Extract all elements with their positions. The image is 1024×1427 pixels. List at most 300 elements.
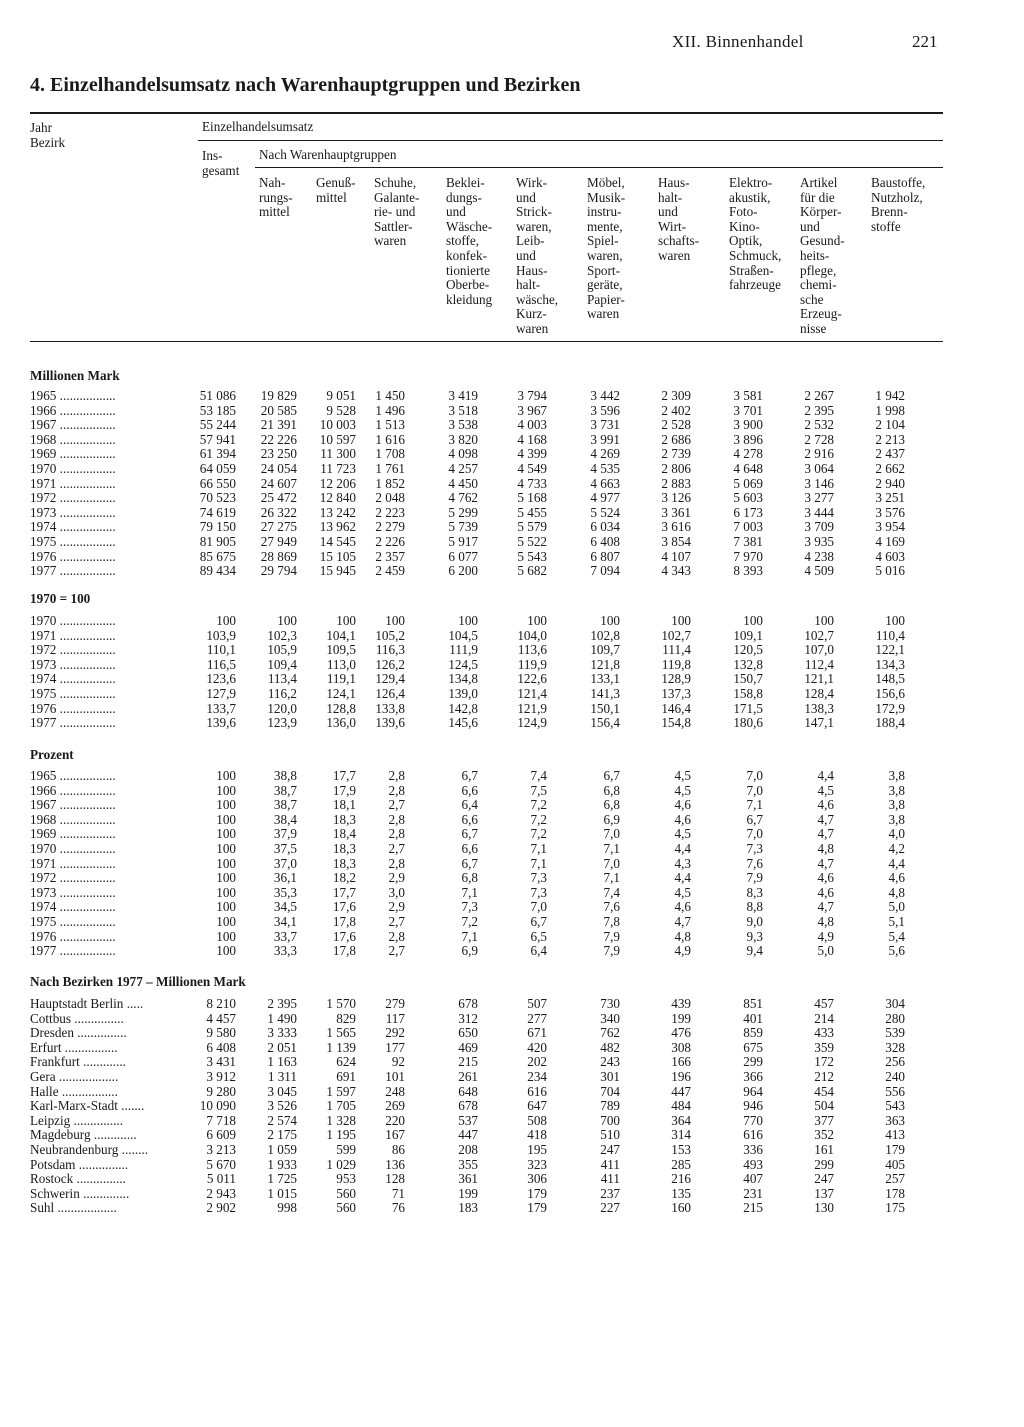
table-cell: 6 408 (206, 1039, 236, 1055)
table-cell: 2,9 (388, 870, 405, 886)
table-cell: 4,7 (674, 914, 691, 929)
table-cell: 3 967 (517, 402, 547, 418)
table-row (0, 1187, 1024, 1202)
table-cell: 12 840 (319, 490, 356, 506)
table-cell: 4 169 (875, 534, 905, 549)
table-cell: 124,9 (517, 715, 547, 731)
table-cell: 2,7 (388, 841, 405, 856)
table-cell: 7,9 (603, 943, 620, 959)
table-cell: 5,4 (888, 928, 905, 944)
table-cell: 4 098 (448, 446, 478, 462)
table-cell: 195 (527, 1142, 547, 1157)
table-cell: 100 (216, 811, 236, 827)
table-cell: 243 (600, 1054, 620, 1070)
table-cell: 650 (458, 1025, 478, 1041)
table-cell: 4,8 (674, 928, 691, 944)
table-row (0, 520, 1024, 535)
table-cell: 2,7 (388, 797, 405, 813)
table-cell: 3 064 (804, 461, 834, 476)
table-cell: 543 (885, 1098, 905, 1114)
table-cell: 616 (527, 1083, 547, 1099)
table-cell: 100 (216, 899, 236, 915)
table-cell: 7,0 (530, 899, 547, 915)
table-cell: 38,7 (273, 797, 297, 813)
table-cell: 7,2 (530, 811, 547, 827)
table-cell: 256 (885, 1054, 905, 1070)
row-label: Cottbus ............... (30, 1011, 124, 1026)
table-cell: 3 126 (661, 490, 691, 506)
table-cell: 3 794 (517, 388, 547, 403)
table-cell: 100 (216, 928, 236, 944)
row-label: 1974 ................. (30, 900, 116, 915)
table-cell: 4 663 (590, 475, 620, 491)
total-header-line: Ins- (202, 148, 223, 163)
table-cell: 51 086 (199, 388, 236, 403)
table-cell: 4,6 (888, 870, 905, 886)
table-cell: 81 905 (199, 534, 236, 549)
table-cell: 3 731 (590, 417, 620, 433)
column-header-line: Möbel, (587, 175, 625, 190)
table-cell: 4 977 (590, 490, 620, 506)
table-cell: 7,6 (746, 855, 763, 871)
column-header-line: Wirk- (516, 175, 547, 190)
table-cell: 183 (458, 1200, 478, 1216)
table-cell: 133,1 (590, 671, 620, 687)
table-cell: 306 (527, 1171, 547, 1187)
column-header-line: Oberbe- (446, 277, 490, 293)
column-header-line: sche (800, 291, 824, 307)
table-cell: 2 395 (267, 996, 297, 1011)
table-cell: 139,0 (448, 686, 478, 701)
table-cell: 484 (671, 1098, 691, 1114)
row-label: 1975 ................. (30, 915, 116, 929)
table-cell: 38,8 (273, 768, 297, 783)
table-cell: 6,5 (530, 928, 547, 944)
table-cell: 3 442 (590, 388, 620, 403)
table-cell: 216 (671, 1171, 691, 1187)
table-cell: 2 279 (375, 519, 405, 535)
table-cell: 70 523 (199, 490, 236, 506)
table-cell: 128 (385, 1171, 405, 1187)
table-cell: 5 455 (517, 504, 547, 520)
table-cell: 122,6 (517, 671, 547, 687)
table-cell: 74 619 (199, 504, 236, 520)
table-row (0, 506, 1024, 521)
table-cell: 2 940 (875, 475, 905, 491)
column-header-line: fahrzeuge (729, 277, 781, 293)
header-bottom-rule (30, 341, 943, 342)
table-cell: 22 226 (260, 431, 297, 447)
column-header-line: waren (516, 320, 549, 336)
column-header-line: Foto- (729, 204, 758, 220)
table-cell: 135 (671, 1185, 691, 1201)
column-header (316, 176, 356, 205)
table-cell: 7,3 (461, 899, 478, 915)
table-cell: 100 (216, 797, 236, 813)
table-cell: 37,5 (273, 841, 297, 856)
table-cell: 2 226 (375, 534, 405, 549)
table-cell: 100 (216, 884, 236, 900)
table-cell: 299 (743, 1054, 763, 1070)
table-cell: 6,8 (603, 782, 620, 798)
column-header-line: Sattler- (374, 218, 413, 234)
table-cell: 2 574 (267, 1112, 297, 1128)
table-cell: 7 094 (590, 563, 620, 579)
table-cell: 3 954 (875, 519, 905, 535)
table-cell: 1 163 (267, 1054, 297, 1070)
table-cell: 1 933 (267, 1156, 297, 1172)
table-cell: 1 139 (326, 1039, 356, 1055)
table-cell: 199 (671, 1010, 691, 1026)
table-cell: 4,5 (674, 782, 691, 798)
column-header-line: waren, (516, 218, 552, 234)
table-cell: 13 962 (319, 519, 356, 535)
table-cell: 624 (336, 1054, 356, 1070)
table-cell: 691 (336, 1069, 356, 1084)
table-cell: 7 003 (733, 519, 763, 535)
table-row (0, 477, 1024, 492)
table-row (0, 915, 1024, 930)
table-cell: 17,7 (332, 768, 356, 783)
column-header-line: halt- (516, 277, 541, 293)
table-cell: 55 244 (199, 417, 236, 433)
table-cell: 1 015 (267, 1185, 297, 1201)
table-cell: 76 (391, 1200, 405, 1216)
table-cell: 128,8 (326, 700, 356, 716)
table-cell: 100 (458, 613, 478, 628)
table-cell: 104,5 (448, 627, 478, 643)
row-label: 1973 ................. (30, 505, 116, 520)
table-cell: 1 328 (326, 1112, 356, 1128)
table-cell: 10 597 (319, 431, 356, 447)
table-cell: 28 869 (260, 548, 297, 564)
table-cell: 79 150 (199, 519, 236, 535)
table-cell: 7,1 (746, 797, 763, 813)
column-header-line: Schmuck, (729, 247, 782, 263)
table-cell: 57 941 (199, 431, 236, 447)
table-cell: 4 762 (448, 490, 478, 506)
table-cell: 5 917 (448, 534, 478, 549)
table-cell: 100 (216, 613, 236, 628)
column-header-line: Nutzholz, (871, 189, 923, 205)
table-cell: 2,8 (388, 782, 405, 798)
table-cell: 9 280 (206, 1083, 236, 1099)
table-cell: 116,2 (267, 686, 297, 701)
table-cell: 15 105 (319, 548, 356, 564)
row-label: 1972 ................. (30, 491, 116, 506)
column-header-line: kleidung (446, 291, 493, 307)
row-label: 1975 ................. (30, 687, 116, 701)
row-label: 1970 ................. (30, 842, 116, 856)
table-cell: 9,3 (746, 928, 763, 944)
table-cell: 508 (527, 1112, 547, 1128)
column-header-line: pflege, (800, 262, 837, 278)
column-header-line: Schuhe, (374, 175, 417, 190)
table-cell: 647 (527, 1098, 547, 1114)
table-cell: 3 820 (448, 431, 478, 447)
table-cell: 234 (527, 1069, 547, 1084)
table-cell: 7,9 (603, 928, 620, 944)
row-label: 1977 ................. (30, 564, 116, 579)
table-cell: 7,1 (603, 870, 620, 886)
column-header-line: Artikel (800, 175, 838, 190)
table-cell: 100 (216, 870, 236, 886)
table-cell: 269 (385, 1098, 405, 1114)
table-cell: 7 718 (206, 1112, 236, 1128)
table-cell: 6 408 (590, 534, 620, 549)
table-cell: 3,8 (888, 782, 905, 798)
table-cell: 2 916 (804, 446, 834, 462)
column-header-line: schafts- (658, 233, 700, 249)
table-cell: 2 532 (804, 417, 834, 433)
table-cell: 3,8 (888, 811, 905, 827)
table-cell: 1 059 (267, 1142, 297, 1157)
table-row (0, 462, 1024, 477)
column-header-line: rie- und (374, 204, 416, 220)
table-cell: 240 (885, 1069, 905, 1084)
table-cell: 171,5 (733, 700, 763, 716)
table-cell: 21 391 (260, 417, 297, 433)
table-cell: 175 (885, 1200, 905, 1216)
column-header-line: Gesund- (800, 233, 845, 249)
row-label: 1971 ................. (30, 476, 116, 491)
table-cell: 177 (385, 1039, 405, 1055)
table-cell: 25 472 (260, 490, 297, 506)
table-cell: 35,3 (273, 884, 297, 900)
table-cell: 100 (385, 613, 405, 628)
table-cell: 9,4 (746, 943, 763, 959)
table-cell: 2 267 (804, 388, 834, 403)
table-cell: 5,0 (888, 899, 905, 915)
table-cell: 142,8 (448, 700, 478, 716)
table-cell: 2 223 (375, 504, 405, 520)
row-label: 1970 ................. (30, 462, 116, 476)
column-header-line: waren (587, 306, 620, 322)
table-cell: 336 (743, 1142, 763, 1157)
table-cell: 29 794 (260, 563, 297, 579)
table-cell: 202 (527, 1054, 547, 1070)
table-cell: 6,9 (461, 943, 478, 959)
row-label: 1966 ................. (30, 783, 116, 798)
column-header-line: Genuß- (316, 175, 356, 190)
table-cell: 2 728 (804, 431, 834, 447)
table-cell: 124,1 (326, 686, 356, 701)
column-header-line: Haus- (658, 175, 690, 190)
table-cell: 156,6 (875, 686, 905, 701)
column-header-line: Strick- (516, 204, 552, 220)
column-header-line: mittel (316, 189, 347, 205)
column-header-line: Beklei- (446, 175, 485, 190)
table-cell: 2,7 (388, 943, 405, 959)
row-label: 1969 ................. (30, 447, 116, 462)
table-cell: 7,0 (746, 782, 763, 798)
table-cell: 8,8 (746, 899, 763, 915)
table-cell: 116,5 (206, 656, 236, 672)
table-cell: 411 (600, 1156, 620, 1172)
row-label: 1973 ................. (30, 657, 116, 672)
table-cell: 36,1 (273, 870, 297, 886)
table-cell: 3 912 (206, 1069, 236, 1084)
table-cell: 9 528 (326, 402, 356, 418)
column-header-line: waren, (587, 247, 623, 263)
table-cell: 6 200 (448, 563, 478, 579)
column-header-line: wäsche, (516, 291, 559, 307)
table-row (0, 930, 1024, 945)
column-header (374, 176, 419, 249)
table-cell: 100 (216, 826, 236, 842)
table-cell: 5 299 (448, 504, 478, 520)
table-cell: 556 (885, 1083, 905, 1099)
table-cell: 7,4 (530, 768, 547, 783)
table-cell: 323 (527, 1156, 547, 1172)
table-cell: 8 393 (733, 563, 763, 579)
table-cell: 24 054 (260, 461, 297, 476)
table-cell: 4 107 (661, 548, 691, 564)
table-cell: 215 (458, 1054, 478, 1070)
table-cell: 100 (336, 613, 356, 628)
table-cell: 130 (814, 1200, 834, 1216)
table-cell: 454 (814, 1083, 834, 1099)
table-cell: 4 257 (448, 461, 478, 476)
table-cell: 3 900 (733, 417, 763, 433)
table-row (0, 447, 1024, 462)
section-title: Prozent (30, 747, 74, 762)
table-cell: 3,8 (888, 768, 905, 783)
table-cell: 172 (814, 1054, 834, 1070)
table-cell: 366 (743, 1069, 763, 1084)
table-row (0, 433, 1024, 448)
table-cell: 7,9 (746, 870, 763, 886)
table-cell: 148,5 (875, 671, 905, 687)
table-row (0, 535, 1024, 550)
table-cell: 6,6 (461, 782, 478, 798)
table-row (0, 643, 1024, 658)
table-cell: 110,1 (206, 642, 236, 658)
table-cell: 1 708 (375, 446, 405, 462)
table-cell: 3 538 (448, 417, 478, 433)
table-cell: 4,6 (674, 797, 691, 813)
table-cell: 26 322 (260, 504, 297, 520)
running-head: XII. Binnenhandel (672, 32, 804, 51)
table-cell: 4 450 (448, 475, 478, 491)
table-cell: 37,0 (273, 855, 297, 871)
table-cell: 355 (458, 1156, 478, 1172)
table-cell: 328 (885, 1039, 905, 1055)
table-cell: 101 (385, 1069, 405, 1084)
column-header-line: mente, (587, 218, 623, 234)
row-label: 1973 ................. (30, 885, 116, 900)
table-cell: 7 381 (733, 534, 763, 549)
table-cell: 1 565 (326, 1025, 356, 1041)
table-cell: 103,9 (206, 627, 236, 643)
table-cell: 100 (814, 613, 834, 628)
table-cell: 1 616 (375, 431, 405, 447)
table-cell: 100 (277, 613, 297, 628)
table-cell: 188,4 (875, 715, 905, 731)
table-cell: 24 607 (260, 475, 297, 491)
table-cell: 100 (216, 943, 236, 959)
table-cell: 363 (885, 1112, 905, 1128)
table-cell: 3 935 (804, 534, 834, 549)
table-cell: 4 343 (661, 563, 691, 579)
column-header-line: Kurz- (516, 306, 547, 322)
table-cell: 539 (885, 1025, 905, 1041)
table-cell: 476 (671, 1025, 691, 1041)
table-cell: 599 (336, 1142, 356, 1157)
table-cell: 7,5 (530, 782, 547, 798)
table-cell: 123,6 (206, 671, 236, 687)
table-cell: 401 (743, 1010, 763, 1026)
table-cell: 100 (671, 613, 691, 628)
row-label: 1976 ................. (30, 549, 116, 564)
table-cell: 469 (458, 1039, 478, 1055)
table-cell: 7,1 (603, 841, 620, 856)
table-cell: 5,1 (888, 914, 905, 929)
table-cell: 7,3 (746, 841, 763, 856)
column-header-line: waren (658, 247, 691, 263)
table-cell: 100 (527, 613, 547, 628)
table-cell: 279 (385, 996, 405, 1011)
table-cell: 1 311 (267, 1069, 297, 1084)
column-header (587, 176, 625, 322)
table-cell: 3,0 (388, 884, 405, 900)
column-header (658, 176, 699, 264)
table-cell: 4,7 (817, 811, 834, 827)
table-cell: 4,5 (817, 782, 834, 798)
table-row (0, 1172, 1024, 1187)
table-cell: 1 450 (375, 388, 405, 403)
table-row (0, 1143, 1024, 1158)
table-cell: 100 (216, 855, 236, 871)
table-cell: 359 (814, 1039, 834, 1055)
table-cell: 6,6 (461, 841, 478, 856)
table-cell: 100 (600, 613, 620, 628)
table-cell: 7,1 (461, 884, 478, 900)
table-cell: 156,4 (590, 715, 620, 731)
column-header-line: mittel (259, 204, 290, 220)
table-cell: 111,4 (662, 642, 691, 658)
table-cell: 700 (600, 1112, 620, 1128)
table-row (0, 1055, 1024, 1070)
table-cell: 102,7 (804, 627, 834, 643)
table-cell: 27 949 (260, 534, 297, 549)
table-cell: 237 (600, 1185, 620, 1201)
table-row (0, 886, 1024, 901)
table-cell: 2 175 (267, 1127, 297, 1143)
table-cell: 166 (671, 1054, 691, 1070)
table-cell: 2 662 (875, 461, 905, 476)
table-cell: 7,0 (603, 855, 620, 871)
table-cell: 7,2 (530, 826, 547, 842)
table-cell: 137,3 (661, 686, 691, 701)
table-cell: 507 (527, 996, 547, 1011)
table-row (0, 784, 1024, 799)
table-cell: 180,6 (733, 715, 763, 731)
table-cell: 9,0 (746, 914, 763, 929)
table-cell: 66 550 (199, 475, 236, 491)
table-cell: 109,4 (267, 656, 297, 672)
column-header-line: waren (374, 233, 407, 249)
table-cell: 301 (600, 1069, 620, 1084)
table-cell: 447 (458, 1127, 478, 1143)
table-cell: 119,9 (517, 656, 547, 672)
table-cell: 124,5 (448, 656, 478, 672)
row-label: 1969 ................. (30, 827, 116, 842)
table-cell: 117 (385, 1010, 405, 1026)
table-cell: 2 309 (661, 388, 691, 403)
group-rule (198, 140, 943, 141)
table-cell: 2 213 (875, 431, 905, 447)
